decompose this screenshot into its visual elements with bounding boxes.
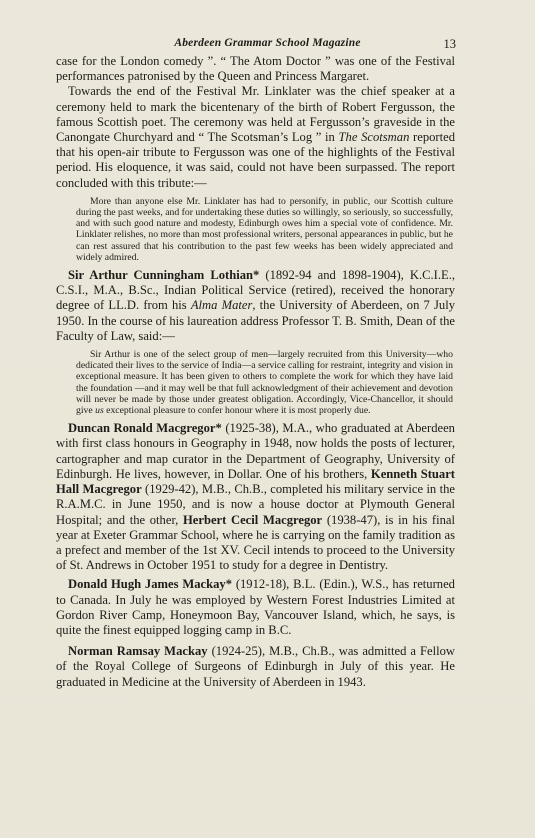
paragraph-text: (1925-38), M.A., who graduated at Aberdeen with first class honours in Geography in 1948, now holds the posts of lecturer, cartographer and map curator in the Department of Geography, University of Edinburgh. He lives, however, in Dollar. One of his brothers, (56, 421, 455, 481)
person-name: Norman Ramsay Mackay (68, 644, 208, 659)
person-name: Kenneth Stuart Hall Macgregor (56, 466, 455, 497)
paragraph-text: Towards the end of the Festival Mr. Linklater was the chief speaker at a ceremony held to mark the bicentenary of the birth of Robert Fergusson, the famous Scottish poet. The ceremony was held at Fergusson’s graveside in the Canongate Churchyard and “ The Scotsman’s Log ” in (56, 84, 455, 145)
newspaper-title: The Scotsman (338, 130, 410, 145)
page-number: 13 (443, 37, 456, 51)
paragraph-macgregor (56, 421, 455, 573)
paragraph-text: (1938-47), is in his final year at Exeter Grammar School, where he is carrying on the family tradition as a prefect and member of the 1st XV. Cecil intends to proceed to the University of St. Andrews in October 1951 to study for a degree in Dentistry. (56, 512, 456, 573)
paragraph-lothian (56, 268, 455, 344)
paragraph-text: (1892-94 and 1898-1904), K.C.I.E., C.S.I., M.A., B.Sc., Indian Political Service (retired), received the honorary degree of LL.D. from his (56, 268, 455, 313)
person-name: Sir Arthur Cunningham Lothian* (68, 268, 260, 283)
article-body (56, 54, 455, 690)
paragraph-norman-mackay (56, 644, 455, 690)
quote-text: exceptional pleasure to confer honour where it is most properly due. (103, 405, 371, 417)
paragraph-text: (1924-25), M.B., Ch.B., was admitted a Fellow of the Royal College of Surgeons of Edinburgh in July of this year. He graduated in Medicine at the University of Aberdeen in 1943. (56, 644, 455, 689)
paragraph-text: (1912-18), B.L. (Edin.), W.S., has returned to Canada. In July he was employed by Western Forest Industries Limited at Gordon River Camp, Honeymoon Bay, Vancouver Island, which, he says, is quite the finest equipped logging camp in B.C. (56, 577, 455, 637)
italic-word: us (95, 405, 104, 417)
paragraph-continuation (56, 54, 455, 84)
person-name: Donald Hugh James Mackay* (68, 577, 232, 592)
paragraph-fergusson (56, 84, 455, 190)
person-name: Herbert Cecil Macgregor (182, 512, 323, 527)
paragraph-text: , the University of Aberdeen, on 7 July 1950. In the course of his laureation address Professor T. B. Smith, Dean of the Faculty of Law, said:— (56, 298, 455, 343)
paragraph-text: case for the London comedy ”. “ The Atom Doctor ” was one of the Festival performances patronised by the Queen and Princess Margaret. (56, 54, 455, 84)
paragraph-text: reported that his open-air tribute to Fergusson was one of the highlights of the Festival period. His eloquence, it was said, could not have been surpassed. The report concluded with this tribute:— (56, 130, 456, 190)
person-name: Duncan Ronald Macgregor* (68, 421, 222, 436)
paragraph-donald-mackay (56, 577, 455, 638)
quote-text: Sir Arthur is one of the select group of men—largely recruited from this University—who dedicated their lives to the service of India—a service calling for restraint, integrity and vision in exceptional measure. It has been given to others to complete the work for which they have laid the foundation —and it may well be that full acknowledgment of their achievement and devotion will never be made by those under greatest obligation. Accordingly, Vice-Chancellor, it should give (76, 349, 453, 417)
paragraph-text: (1929-42), M.B., Ch.B., completed his military service in the R.A.M.C. in June 1950, and is now a house doctor at Plymouth General Hospital; and the other, (56, 482, 455, 527)
block-quote-linklater: More than anyone else Mr. Linklater has had to personify, in public, our Scottish culture during the past weeks, and for undertaking these duties so willingly, so seriously, so successfully, and with such good nature and modesty, Edinburgh owes him a special vote of confidence. Mr. Linklater relishes, no more than most professional writers, personal appearances in public, but he can rest assured that his contribution to the past few weeks has been widely appreciated and widely admired. (76, 195, 453, 263)
running-title: Aberdeen Grammar School Magazine (174, 37, 361, 49)
block-quote-lothian (56, 349, 455, 416)
italic-phrase: Alma Mater (190, 298, 253, 313)
